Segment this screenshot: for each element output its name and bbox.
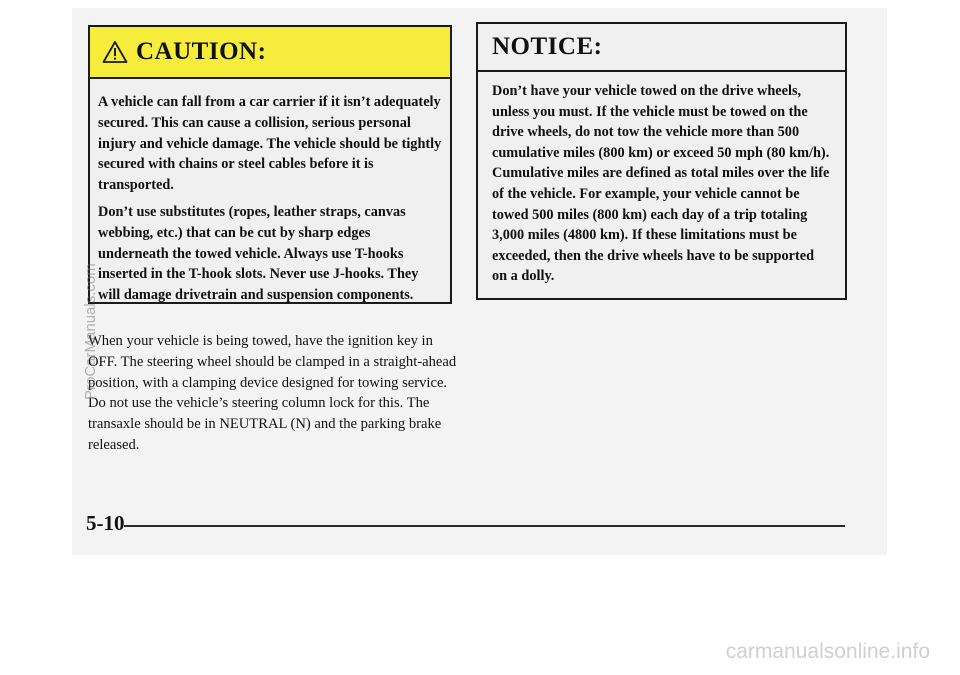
notice-paragraph: Don’t have your vehicle towed on the drive wheels, unless you must. If the vehicle must be towed on the drive wheels, do not tow the vehicle more than 500 cumulative miles (800 km) or exceed 50 mph (80 km/h). Cumulative miles are defined as total miles over the life of the vehicle. For example, your vehicle cannot be towed 500 miles (800 km) each day of a trip totaling 3,000 miles (4800 km). If these limitations must be exceeded, then the drive wheels have to be supported on a dolly.	[492, 83, 830, 285]
body-paragraph: When your vehicle is being towed, have the ignition key in OFF. The steering wheel should be clamped in a straight-ahead position, with a clamping device designed for towing service. Do not use the vehicle’s steering column lock for this. The transaxle should be in NEUTRAL (N) and the parking brake released.	[88, 333, 457, 453]
caution-box	[88, 25, 452, 304]
footer-rule	[124, 525, 845, 527]
caution-title: CAUTION:	[136, 38, 267, 65]
caution-body	[90, 79, 450, 306]
notice-title: NOTICE:	[492, 33, 603, 60]
bottom-watermark: carmanualsonline.info	[725, 640, 930, 663]
side-watermark: ProCarManuals.com	[82, 263, 99, 400]
page-number: 5-10	[86, 511, 125, 535]
notice-box	[476, 22, 847, 300]
warning-triangle-icon	[102, 40, 128, 64]
notice-body	[478, 72, 845, 287]
notice-header	[478, 24, 845, 72]
caution-header	[90, 27, 450, 79]
caution-paragraph: Don’t use substitutes (ropes, leather straps, canvas webbing, etc.) that can be cut by sharp edges underneath the towed vehicle. Always use T-hooks inserted in the T-hook slots. Never use J-hooks. They will damage drivetrain and suspension components.	[98, 203, 419, 304]
towing-instructions	[88, 331, 460, 456]
caution-paragraph: A vehicle can fall from a car carrier if it isn’t adequately secured. This can cause a collision, serious personal injury and vehicle damage. The vehicle should be tightly secured with chains or steel cables before it is transported.	[98, 94, 442, 194]
